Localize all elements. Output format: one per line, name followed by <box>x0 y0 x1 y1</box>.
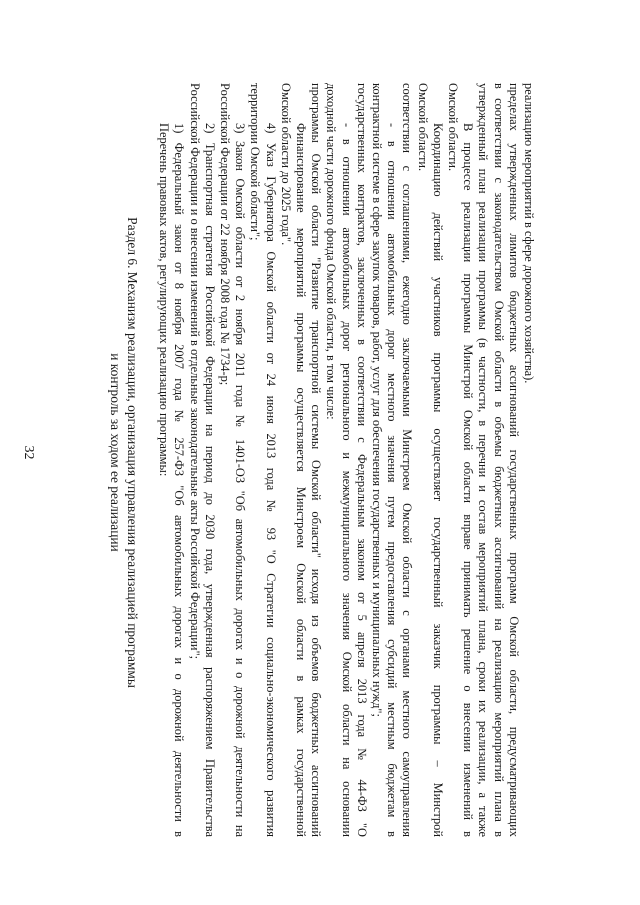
paragraph-line: 4) Указ Губернатора Омской области от 24 июня 2013 года № 93 "О Стратегии социально-экономического развития <box>263 123 278 837</box>
paragraph-line: Омской области. <box>415 83 430 172</box>
paragraph-line: соответствии с соглашениями, ежегодно заключаемыми Минстроем Омской области с органами местного самоуправления <box>400 83 415 837</box>
paragraph-line: 1) Федеральный закон от 8 ноября 2007 года № 257-ФЗ "Об автомобильных дорогах и о дорожной деятельности в <box>172 123 187 837</box>
paragraph <box>232 83 262 837</box>
paragraph-line: В процессе реализации программы Минстрой Омской области вправе принимать решение о внесении изменений в <box>461 123 476 837</box>
paragraph-line: 2) Транспортная стратегия Российской Федерации на период до 2030 года, утвержденная распоряжением Правительства <box>202 123 217 837</box>
paragraph-line: Финансирование мероприятий программы осуществляется Минстроем Омской области в рамках государственной <box>294 123 309 837</box>
paragraph <box>338 83 384 837</box>
paragraph-line: программы Омской области "Развитие транспортной системы Омской области" исходя из объемов бюджетных ассигнований <box>309 83 324 837</box>
paragraph-line: Перечень правовых актов, регулирующих реализацию программы: <box>157 123 172 477</box>
paragraph <box>262 83 292 837</box>
paragraph-line: контрактной системе в сфере закупок товаров, работ, услуг для обеспечения государственных и муниципальных нужд"; <box>370 83 385 717</box>
section-heading <box>107 40 140 865</box>
paragraph-line: Российской Федерации и о внесении изменений в отдельные законодательные акты Российской Федерации"; <box>187 83 202 660</box>
paragraph <box>430 83 460 837</box>
paragraph-line: доходной части дорожного фонда Омской области, в том числе: <box>324 83 339 420</box>
paragraph <box>460 83 536 837</box>
paragraph-line: - в отношении автомобильных дорог местного значения путем предоставления субсидий местным бюджетам в <box>385 123 400 837</box>
paragraph-line: пределах утвержденных лимитов бюджетных ассигнований государственных программ Омской области, предусматривающих <box>506 83 521 837</box>
paragraph-line: - в отношении автомобильных дорог регионального и межмуниципального значения Омской области на основании <box>339 123 354 837</box>
page-number: 32 <box>21 445 36 460</box>
paragraph-line: реализацию мероприятий в сфере дорожного хозяйства). <box>522 83 537 384</box>
paragraph-line: 3) Закон Омской области от 2 ноября 2011 года № 1401-ОЗ "Об автомобильных дорогах и о дорожной деятельности на <box>233 123 248 837</box>
paragraph <box>171 83 201 837</box>
section-heading-line-1: Раздел 6. Механизм реализации, организация управления реализацией программы <box>125 217 140 688</box>
paragraph-line: Омской области до 2025 года". <box>278 83 293 246</box>
paragraph-line: в соответствии с законодательством Омской области в объемы бюджетных ассигнований на реализацию мероприятий плана в <box>491 83 506 837</box>
paragraph-line: Координацию действий участников программы осуществляет государственный заказчик программы – Минстрой <box>430 123 445 837</box>
paragraph <box>384 83 430 837</box>
paragraph-line: Российской Федерации от 22 ноября 2008 года № 1734-р; <box>218 83 233 386</box>
paragraph <box>202 83 232 837</box>
paragraph-line: территории Омской области"; <box>248 83 263 241</box>
paragraph-line: Омской области. <box>446 83 461 172</box>
paragraph-line: государственных контрактов, заключенных в соответствии с Федеральным законом от 5 апреля 2013 года № 44-ФЗ "О <box>354 83 369 837</box>
section-heading-line-2: и контроль за ходом ее реализации <box>108 353 124 552</box>
paragraph <box>293 83 339 837</box>
body-text <box>156 83 576 837</box>
paragraph-line: утвержденный план реализации программы (в частности, в перечни и состав мероприятий плана, сроки их реализации, а также <box>476 83 491 837</box>
paragraph <box>156 83 171 837</box>
